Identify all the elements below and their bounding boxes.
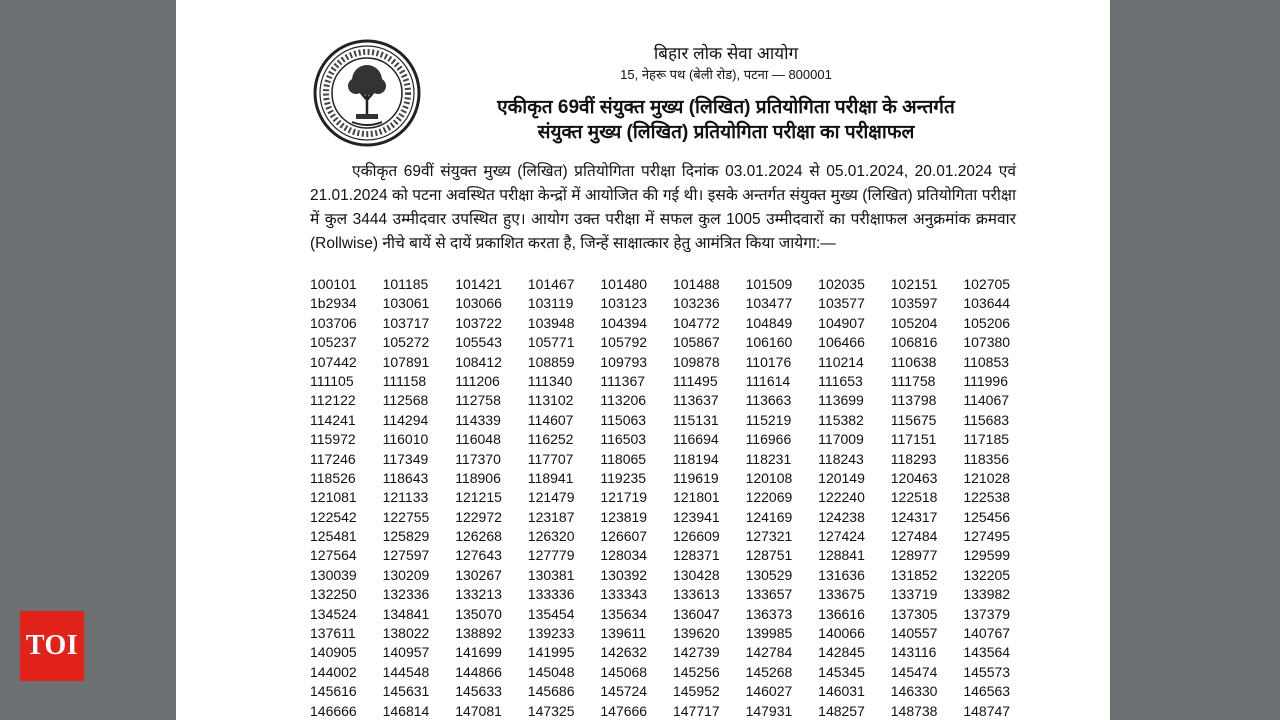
roll-number-cell: 118231 xyxy=(745,450,792,467)
roll-number-cell: 118356 xyxy=(963,450,1010,467)
result-notice-paragraph: एकीकृत 69वीं संयुक्त मुख्य (लिखित) प्रतियोगिता परीक्षा दिनांक 03.01.2024 से 05.01.2024, 20.01.2024 एवं 21.01.2024 को पटना अवस्थित परीक्षा केन्द्रों में आयोजित की गई थी। इसके अन्तर्गत संयुक्त मुख्य (लिखित) प्रतियोगिता परीक्षा में कुल 3444 उम्मीदवार उपस्थित हुए। आयोग उक्त परीक्षा में सफल कुल 1005 उम्मीदवारों का परीक्षाफल अनुक्रमांक क्रमवार (Rollwise) नीचे बायें से दायें प्रकाशित करता है, जिन्हें साक्षात्कार हेतु आमंत्रित किया जायेगा:— xyxy=(310,163,1016,252)
roll-number-cell: 123819 xyxy=(600,508,648,525)
roll-number-cell: 139620 xyxy=(672,625,720,642)
roll-number-cell: 139985 xyxy=(745,625,793,642)
roll-number-cell: 138022 xyxy=(382,625,430,642)
roll-number-cell: 128371 xyxy=(672,547,720,564)
roll-number-cell: 127495 xyxy=(963,528,1011,545)
roll-number-cell: 148747 xyxy=(963,702,1011,719)
roll-number-cell: 121719 xyxy=(600,489,648,506)
roll-number-cell: 124317 xyxy=(890,508,938,525)
roll-number-cell: 127424 xyxy=(818,528,865,545)
roll-number-cell: 146031 xyxy=(818,683,865,700)
roll-number-cell: 120463 xyxy=(890,469,938,486)
roll-number-cell: 140905 xyxy=(310,644,357,661)
roll-number-cell: 113637 xyxy=(672,392,719,409)
roll-number-cell: 133336 xyxy=(527,586,575,603)
roll-number-cell: 144002 xyxy=(310,663,357,680)
roll-number-cell: 106466 xyxy=(818,334,865,351)
roll-number-cell: 103644 xyxy=(963,295,1011,312)
roll-number-cell: 113699 xyxy=(818,392,864,409)
roll-number-cell: 111105 xyxy=(310,372,354,389)
roll-number-cell: 101480 xyxy=(600,276,648,292)
roll-number-cell: 135634 xyxy=(600,605,648,622)
roll-number-cell: 145616 xyxy=(310,683,357,700)
roll-number-cell: 122755 xyxy=(382,508,430,525)
roll-number-cell: 133613 xyxy=(672,586,720,603)
roll-number-cell: 116503 xyxy=(600,431,647,448)
roll-number-cell: 114339 xyxy=(455,411,501,428)
roll-number-cell: 115219 xyxy=(745,411,792,428)
roll-number-cell: 110176 xyxy=(745,353,792,370)
roll-number-cell: 122518 xyxy=(890,489,938,506)
roll-number-cell: 139611 xyxy=(600,625,647,642)
roll-number-cell: 133982 xyxy=(963,586,1011,603)
roll-number-cell: 125481 xyxy=(310,528,357,545)
bpsc-seal-logo xyxy=(312,38,422,148)
roll-number-cell: 105237 xyxy=(310,334,357,351)
roll-number-cell: 120149 xyxy=(818,469,865,486)
roll-number-cell: 130267 xyxy=(455,566,502,583)
roll-number-cell: 104394 xyxy=(600,314,648,331)
roll-number-cell: 145048 xyxy=(527,663,575,680)
roll-number-cell: 121081 xyxy=(310,489,357,506)
roll-number-cell: 127597 xyxy=(382,547,430,564)
roll-number-cell: 137611 xyxy=(310,625,356,642)
roll-number-cell: 148257 xyxy=(818,702,865,719)
roll-number-cell: 125456 xyxy=(963,508,1011,525)
roll-number-cell: 116694 xyxy=(672,431,719,448)
roll-number-cell: 103706 xyxy=(310,314,357,331)
roll-number-cell: 110214 xyxy=(818,353,864,370)
roll-number-cell: 145573 xyxy=(963,663,1011,680)
roll-number-cell: 105272 xyxy=(382,334,430,351)
roll-number-cell: 146814 xyxy=(382,702,430,719)
roll-number-cell: 133343 xyxy=(600,586,648,603)
toi-logo[interactable]: TOI xyxy=(20,611,84,681)
organization-address: 15, नेहरू पथ (बेली रोड), पटना — 800001 xyxy=(620,67,832,82)
roll-number-grid xyxy=(310,276,1020,720)
roll-number-cell: 146330 xyxy=(890,683,938,700)
roll-number-cell: 103119 xyxy=(527,295,574,312)
roll-number-cell: 130381 xyxy=(527,566,575,583)
roll-number-cell: 120108 xyxy=(745,469,793,486)
roll-number-cell: 127564 xyxy=(310,547,357,564)
roll-number-cell: 145952 xyxy=(672,683,720,700)
roll-number-cell: 116010 xyxy=(382,431,429,448)
organization-name: बिहार लोक सेवा आयोग xyxy=(653,44,799,63)
roll-number-cell: 142739 xyxy=(672,644,720,661)
roll-number-cell: 117151 xyxy=(890,431,937,448)
roll-number-cell: 146563 xyxy=(963,683,1011,700)
roll-number-cell: 111340 xyxy=(527,372,573,389)
roll-number-cell: 128751 xyxy=(745,547,793,564)
roll-number-cell: 114607 xyxy=(527,411,574,428)
roll-number-cell: 111614 xyxy=(745,372,791,389)
roll-number-cell: 147666 xyxy=(600,702,648,719)
roll-number-cell: 111758 xyxy=(890,372,936,389)
roll-number-cell: 106160 xyxy=(745,334,793,351)
roll-number-cell: 111653 xyxy=(818,372,863,389)
roll-number-cell: 141995 xyxy=(527,644,575,661)
roll-number-cell: 134524 xyxy=(310,605,357,622)
roll-number-cell: 127643 xyxy=(455,547,502,564)
roll-number-cell: 107380 xyxy=(963,334,1011,351)
roll-number-cell: 112122 xyxy=(310,392,356,409)
roll-number-cell: 102705 xyxy=(963,276,1011,292)
roll-number-cell: 114241 xyxy=(310,411,356,428)
roll-number-cell: 140957 xyxy=(382,644,430,661)
roll-number-cell: 114294 xyxy=(382,411,429,428)
roll-number-cell: 113102 xyxy=(527,392,574,409)
roll-number-cell: 127779 xyxy=(527,547,575,564)
roll-number-cell: 148738 xyxy=(890,702,938,719)
roll-number-cell: 112758 xyxy=(455,392,501,409)
roll-number-cell: 103717 xyxy=(382,314,430,331)
roll-number-cell: 145724 xyxy=(600,683,648,700)
roll-number-cell: 127484 xyxy=(890,528,938,545)
roll-number-cell: 103061 xyxy=(382,295,430,312)
roll-number-cell: 121133 xyxy=(382,489,429,506)
roll-number-cell: 126320 xyxy=(527,528,575,545)
roll-number-cell: 145268 xyxy=(745,663,793,680)
roll-number-cell: 104772 xyxy=(672,314,720,331)
roll-number-cell: 145256 xyxy=(672,663,720,680)
roll-number-cell: 130529 xyxy=(745,566,793,583)
roll-number-cell: 121479 xyxy=(527,489,575,506)
roll-number-cell: 145631 xyxy=(382,683,430,700)
roll-number-cell: 136373 xyxy=(745,605,793,622)
roll-number-cell: 112568 xyxy=(382,392,429,409)
roll-number-cell: 132250 xyxy=(310,586,357,603)
roll-number-cell: 133657 xyxy=(745,586,793,603)
roll-number-cell: 136047 xyxy=(672,605,720,622)
roll-number-cell: 105206 xyxy=(963,314,1011,331)
roll-number-cell: 108412 xyxy=(455,353,502,370)
roll-number-cell: 123187 xyxy=(527,508,575,525)
roll-number-cell: 139233 xyxy=(527,625,575,642)
roll-number-cell: 116048 xyxy=(455,431,501,448)
roll-number-cell: 114067 xyxy=(963,392,1010,409)
roll-number-cell: 111996 xyxy=(963,372,1008,389)
roll-number-cell: 118941 xyxy=(527,469,574,486)
roll-number-cell: 122972 xyxy=(455,508,502,525)
roll-number-cell: 117185 xyxy=(963,431,1010,448)
roll-number-cell: 117370 xyxy=(455,450,501,467)
roll-number-cell: 144548 xyxy=(382,663,430,680)
roll-number-cell: 103722 xyxy=(455,314,502,331)
document-title-line-2: संयुक्त मुख्य (लिखित) प्रतियोगिता परीक्षा का परीक्षाफल xyxy=(537,122,915,143)
roll-number-cell: 109793 xyxy=(600,353,648,370)
roll-number-cell: 119619 xyxy=(672,469,719,486)
roll-number-cell: 132336 xyxy=(382,586,430,603)
roll-number-cell: 117009 xyxy=(818,431,864,448)
roll-number-cell: 137379 xyxy=(963,605,1011,622)
roll-number-cell: 110853 xyxy=(963,353,1010,370)
roll-number-cell: 131636 xyxy=(818,566,865,583)
roll-number-cell: 109878 xyxy=(672,353,720,370)
roll-number-cell: 128841 xyxy=(818,547,865,564)
roll-number-cell: 107442 xyxy=(310,353,357,370)
roll-number-cell: 103948 xyxy=(527,314,575,331)
roll-number-cell: 106816 xyxy=(890,334,938,351)
roll-number-cell: 135070 xyxy=(455,605,502,622)
roll-number-cell: 135454 xyxy=(527,605,575,622)
roll-number-cell: 144866 xyxy=(455,663,502,680)
roll-number-cell: 102035 xyxy=(818,276,865,292)
roll-number-cell: 118526 xyxy=(310,469,356,486)
roll-number-cell: 126609 xyxy=(672,528,720,545)
roll-number-cell: 138892 xyxy=(455,625,502,642)
roll-number-cell: 108859 xyxy=(527,353,575,370)
roll-number-cell: 136616 xyxy=(818,605,865,622)
roll-number-cell: 126607 xyxy=(600,528,648,545)
roll-number-cell: 125829 xyxy=(382,528,430,545)
roll-number-cell: 137305 xyxy=(890,605,938,622)
roll-number-cell: 128034 xyxy=(600,547,648,564)
roll-number-cell: 147081 xyxy=(455,702,502,719)
roll-number-cell: 115675 xyxy=(890,411,937,428)
roll-number-cell: 107891 xyxy=(382,353,430,370)
roll-number-cell: 101467 xyxy=(527,276,575,292)
roll-number-cell: 103577 xyxy=(818,295,865,312)
roll-number-cell: 101421 xyxy=(455,276,502,292)
roll-number-cell: 111495 xyxy=(672,372,718,389)
roll-number-cell: 113663 xyxy=(745,392,792,409)
roll-number-cell: 105204 xyxy=(890,314,938,331)
roll-number-cell: 119235 xyxy=(600,469,647,486)
roll-number-cell: 101509 xyxy=(745,276,793,292)
roll-number-cell: 117246 xyxy=(310,450,356,467)
roll-number-cell: 110638 xyxy=(890,353,937,370)
roll-number-cell: 133675 xyxy=(818,586,865,603)
roll-number-cell: 147325 xyxy=(527,702,575,719)
roll-number-cell: 111367 xyxy=(600,372,646,389)
roll-number-cell: 132205 xyxy=(963,566,1011,583)
roll-number-cell: 115063 xyxy=(600,411,647,428)
roll-number-cell: 104849 xyxy=(745,314,793,331)
roll-number-cell: 103123 xyxy=(600,295,648,312)
roll-number-cell: 141699 xyxy=(455,644,502,661)
roll-number-cell: 115972 xyxy=(310,431,356,448)
roll-number-cell: 117349 xyxy=(382,450,429,467)
roll-number-cell: 105867 xyxy=(672,334,720,351)
roll-number-cell: 103597 xyxy=(890,295,938,312)
roll-number-cell: 105771 xyxy=(527,334,575,351)
roll-number-cell: 122240 xyxy=(818,489,865,506)
roll-number-cell: 143564 xyxy=(963,644,1011,661)
roll-number-cell: 101185 xyxy=(382,276,429,292)
roll-number-cell: 105792 xyxy=(600,334,648,351)
roll-number-cell: 126268 xyxy=(455,528,502,545)
roll-number-cell: 146666 xyxy=(310,702,357,719)
roll-number-cell: 118906 xyxy=(455,469,501,486)
roll-number-cell: 103066 xyxy=(455,295,502,312)
roll-number-cell: 142632 xyxy=(600,644,648,661)
roll-number-cell: 145068 xyxy=(600,663,648,680)
roll-number-cell: 118065 xyxy=(600,450,647,467)
roll-number-cell: 142784 xyxy=(745,644,793,661)
roll-number-cell: 124238 xyxy=(818,508,865,525)
roll-number-cell: 115131 xyxy=(672,411,719,428)
roll-number-cell: 116252 xyxy=(527,431,574,448)
roll-number-cell: 131852 xyxy=(890,566,938,583)
roll-number-cell: 1b2934 xyxy=(310,295,357,312)
roll-number-cell: 124169 xyxy=(745,508,793,525)
roll-number-cell: 127321 xyxy=(745,528,793,545)
roll-number-cell: 145633 xyxy=(455,683,502,700)
roll-number-cell: 146027 xyxy=(745,683,793,700)
roll-number-cell: 140767 xyxy=(963,625,1011,642)
roll-number-cell: 122538 xyxy=(963,489,1011,506)
roll-number-cell: 111158 xyxy=(382,372,427,389)
roll-number-cell: 104907 xyxy=(818,314,865,331)
roll-number-cell: 118194 xyxy=(672,450,719,467)
roll-number-cell: 128977 xyxy=(890,547,938,564)
roll-number-cell: 133719 xyxy=(890,586,938,603)
roll-number-cell: 130039 xyxy=(310,566,357,583)
roll-number-cell: 129599 xyxy=(963,547,1011,564)
roll-number-cell: 142845 xyxy=(818,644,865,661)
roll-number-cell: 113798 xyxy=(890,392,937,409)
roll-number-cell: 113206 xyxy=(600,392,647,409)
document-page xyxy=(176,0,1110,720)
roll-number-cell: 130428 xyxy=(672,566,720,583)
roll-number-cell: 117707 xyxy=(527,450,574,467)
roll-number-cell: 122069 xyxy=(745,489,793,506)
roll-number-cell: 103236 xyxy=(672,295,720,312)
roll-number-cell: 121028 xyxy=(963,469,1011,486)
roll-number-cell: 145345 xyxy=(818,663,865,680)
roll-number-cell: 115382 xyxy=(818,411,864,428)
document-title-line-1: एकीकृत 69वीं संयुक्त मुख्य (लिखित) प्रतियोगिता परीक्षा के अन्तर्गत xyxy=(497,97,955,118)
roll-number-cell: 147717 xyxy=(672,702,720,719)
roll-number-cell: 147931 xyxy=(745,702,793,719)
roll-number-cell: 130209 xyxy=(382,566,430,583)
roll-number-cell: 105543 xyxy=(455,334,502,351)
roll-number-cell: 145474 xyxy=(890,663,938,680)
roll-number-cell: 115683 xyxy=(963,411,1010,428)
roll-number-cell: 145686 xyxy=(527,683,575,700)
roll-number-cell: 101488 xyxy=(672,276,720,292)
roll-number-cell: 103477 xyxy=(745,295,793,312)
roll-number-cell: 118643 xyxy=(382,469,429,486)
roll-number-cell: 118293 xyxy=(890,450,937,467)
roll-number-cell: 140557 xyxy=(890,625,938,642)
roll-number-cell: 134841 xyxy=(382,605,430,622)
roll-number-cell: 111206 xyxy=(455,372,500,389)
roll-number-cell: 116966 xyxy=(745,431,792,448)
roll-number-cell: 121801 xyxy=(672,489,720,506)
roll-number-cell: 133213 xyxy=(455,586,502,603)
roll-number-cell: 140066 xyxy=(818,625,865,642)
roll-number-cell: 122542 xyxy=(310,508,357,525)
roll-number-cell: 118243 xyxy=(818,450,864,467)
roll-number-cell: 130392 xyxy=(600,566,648,583)
roll-number-cell: 123941 xyxy=(672,508,720,525)
roll-number-cell: 121215 xyxy=(455,489,502,506)
roll-number-cell: 100101 xyxy=(310,276,357,292)
roll-number-cell: 143116 xyxy=(890,644,937,661)
roll-number-cell: 102151 xyxy=(890,276,938,292)
